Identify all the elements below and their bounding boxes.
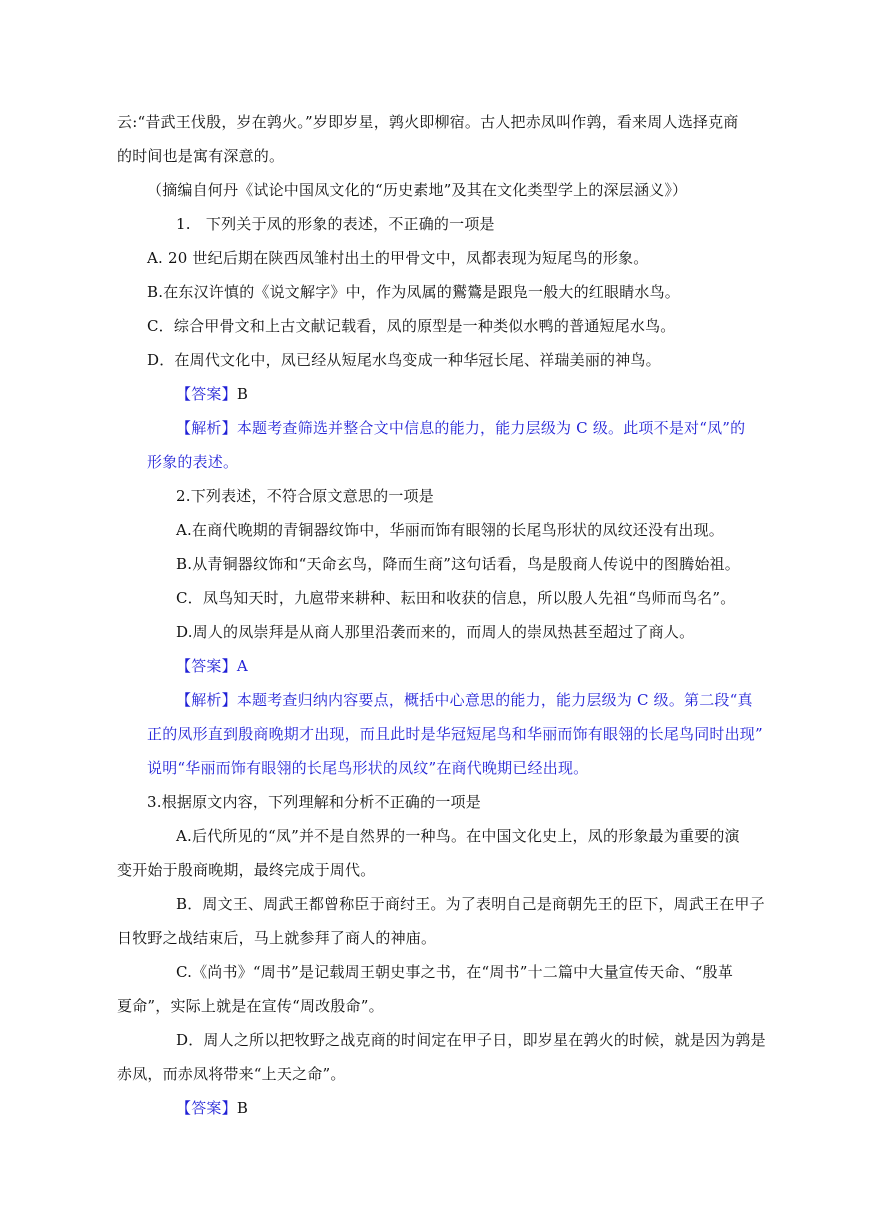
question-1-analysis-cont: 形象的表述。 — [147, 453, 239, 471]
answer-value: B — [236, 385, 249, 403]
question-2-analysis — [176, 690, 753, 710]
passage-line: 的时间也是寓有深意的。 — [117, 147, 285, 165]
question-2-answer — [176, 656, 248, 676]
question-1-answer — [176, 384, 248, 404]
passage-line: 云:“昔武王伐殷，岁在鹑火。”岁即岁星，鹑火即柳宿。古人把赤凤叫作鹑，看来周人选择克商 — [117, 113, 739, 131]
answer-tag: 【答案】 — [176, 657, 237, 675]
analysis-tag: 【解析】 — [176, 691, 237, 709]
passage-source: （摘编自何丹《试论中国凤文化的“历史素地”及其在文化类型学上的深层涵义》） — [147, 181, 688, 199]
question-2-analysis-cont: 正的凤形直到殷商晚期才出现，而且此时是华冠短尾鸟和华丽而饰有眼翎的长尾鸟同时出现” — [147, 725, 763, 743]
question-3-answer — [176, 1098, 248, 1118]
answer-tag: 【答案】 — [176, 1099, 237, 1117]
question-3-option-b: B．周文王、周武王都曾称臣于商纣王。为了表明自己是商朝先王的臣下，周武王在甲子 — [176, 895, 765, 913]
analysis-text: 本题考查筛选并整合文中信息的能力，能力层级为 C 级。此项不是对“凤”的 — [236, 419, 746, 437]
question-1-analysis — [176, 418, 745, 438]
question-3-option-d-cont: 赤凤，而赤凤将带来“上天之命”。 — [117, 1065, 346, 1083]
question-2-analysis-cont: 说明“华丽而饰有眼翎的长尾鸟形状的凤纹”在商代晚期已经出现。 — [147, 759, 589, 777]
answer-value: A — [236, 657, 248, 675]
answer-tag: 【答案】 — [176, 385, 237, 403]
answer-value: B — [236, 1099, 249, 1117]
question-3-option-b-cont: 日牧野之战结束后，马上就参拜了商人的神庙。 — [117, 929, 437, 947]
question-1-option-b: B.在东汉许慎的《说文解字》中，作为凤属的鸑鷟是跟凫一般大的红眼睛水鸟。 — [147, 283, 680, 301]
question-2-option-c: C．凤鸟知天时，九扈带来耕种、耘田和收获的信息，所以殷人先祖“鸟师而鸟名”。 — [176, 589, 736, 607]
question-1-option-c: C．综合甲骨文和上古文献记载看，凤的原型是一种类似水鸭的普通短尾水鸟。 — [147, 317, 676, 335]
question-2-option-a: A.在商代晚期的青铜器纹饰中，华丽而饰有眼翎的长尾鸟形状的凤纹还没有出现。 — [176, 521, 725, 539]
question-1-option-a: A. 20 世纪后期在陕西凤雏村出土的甲骨文中，凤都表现为短尾鸟的形象。 — [147, 249, 649, 267]
question-3-option-a: A.后代所见的“凤”并不是自然界的一种鸟。在中国文化史上，凤的形象最为重要的演 — [176, 827, 740, 845]
question-3-stem: 3.根据原文内容，下列理解和分析不正确的一项是 — [147, 793, 481, 811]
analysis-tag: 【解析】 — [176, 419, 237, 437]
question-3-option-c: C.《尚书》“周书”是记载周王朝史事之书，在“周书”十二篇中大量宣传天命、“殷革 — [176, 963, 734, 981]
question-1-option-d: D．在周代文化中，凤已经从短尾水鸟变成一种华冠长尾、祥瑞美丽的神鸟。 — [147, 351, 661, 369]
question-3-option-d: D．周人之所以把牧野之战克商的时间定在甲子日，即岁星在鹑火的时候，就是因为鹑是 — [176, 1031, 766, 1049]
question-2-stem: 2.下列表述，不符合原文意思的一项是 — [176, 487, 434, 505]
question-2-option-b: B.从青铜器纹饰和“天命玄鸟，降而生商”这句话看，鸟是殷商人传说中的图腾始祖。 — [176, 555, 740, 573]
analysis-text: 本题考查归纳内容要点，概括中心意思的能力，能力层级为 C 级。第二段“真 — [236, 691, 753, 709]
question-2-option-d: D.周人的凤崇拜是从商人那里沿袭而来的，而周人的崇凤热甚至超过了商人。 — [176, 623, 695, 641]
question-1-stem: 1. 下列关于凤的形象的表述，不正确的一项是 — [176, 215, 495, 233]
question-3-option-a-cont: 变开始于殷商晚期，最终完成于周代。 — [117, 861, 376, 879]
question-3-option-c-cont: 夏命”，实际上就是在宣传“周改殷命”。 — [117, 997, 384, 1015]
